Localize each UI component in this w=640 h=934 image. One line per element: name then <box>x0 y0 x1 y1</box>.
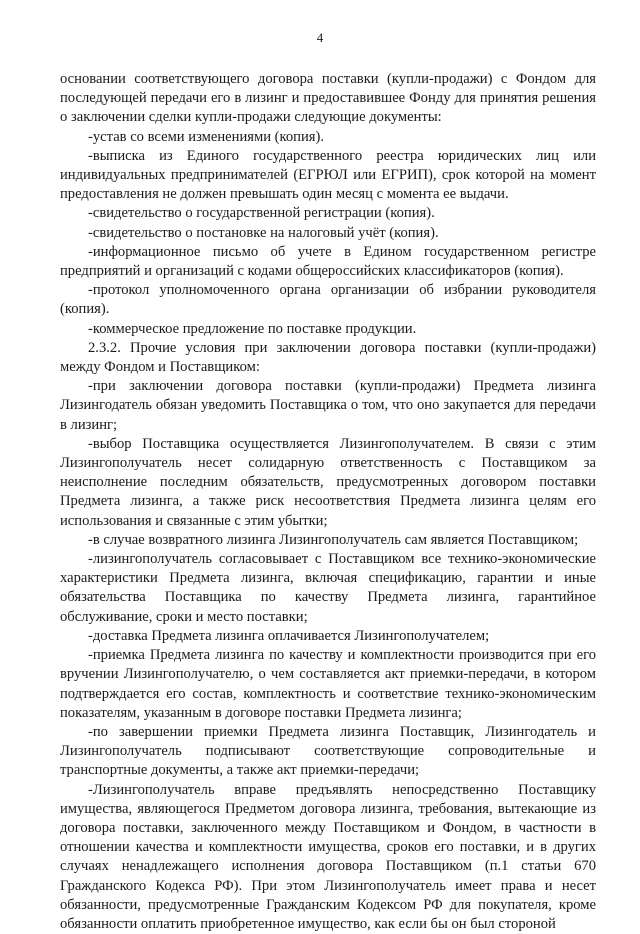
paragraph: -при заключении договора поставки (купли-продажи) Предмета лизинга Лизингодатель обязан уведомить Поставщика о том, что оно закупается для передачи в лизинг; <box>60 378 596 433</box>
paragraph: -приемка Предмета лизинга по качеству и комплектности производится при его вручении Лизингополучателю, о чем составляется акт приемки-передачи, в котором подтверждается его состав, комплектность и соответствие технико-экономическим показателям, указанным в договоре поставки Предмета лизинга; <box>60 647 596 721</box>
paragraph: -свидетельство о государственной регистрации (копия). <box>88 205 435 222</box>
paragraph: -устав со всеми изменениями (копия). <box>88 128 325 145</box>
paragraph: -выписка из Единого государственного реестра юридических лиц или индивидуальных предпринимателей (ЕГРЮЛ или ЕГРИП), срок которой на момент предоставления не должен превышать один месяц с момента ее выдачи. <box>60 147 596 203</box>
paragraph: -лизингополучатель согласовывает с Поставщиком все технико-экономические характеристики Предмета лизинга, включая спецификацию, гарантии и иные обязательства Поставщика по качеству Предмета лизинга, гарантийное обслуживание, сроки и место поставки; <box>60 551 596 625</box>
paragraph: -выбор Поставщика осуществляется Лизингополучателем. В связи с этим Лизингополучатель несет солидарную ответственность с Поставщиком за неисполнение последним обязательств, предусмотренных договором поставки Предмета лизинга, а также риск несоответствия Предмета лизинга целям его использования и связанные с этим убытки; <box>60 435 596 529</box>
page-number: 4 <box>316 30 324 45</box>
paragraph: -протокол уполномоченного органа организации об избрании руководителя (копия). <box>60 282 596 318</box>
paragraph: -по завершении приемки Предмета лизинга Поставщик, Лизингодатель и Лизингополучатель подписывают соответствующие сопроводительные и транспортные документы, а также акт приемки-передачи; <box>60 723 596 779</box>
paragraph: -свидетельство о постановке на налоговый учёт (копия). <box>88 224 439 241</box>
paragraph: -коммерческое предложение по поставке продукции. <box>88 320 417 337</box>
paragraph: -Лизингополучатель вправе предъявлять непосредственно Поставщику имущества, являющегося Предметом договора лизинга, требования, вытекающие из договора поставки, заключенного между Поставщиком и Фондом, в частности в отношении качества и комплектности имущества, сроков его поставки, и в других случаях ненадлежащего исполнения договора Поставщиком (п.1 статьи 670 Гражданского Кодекса РФ). При этом Лизингополучатель имеет права и несет обязанности, предусмотренные Гражданским Кодексом РФ для покупателя, кроме обязанности оплатить приобретенное имущество, как если бы он был стороной <box>60 781 596 932</box>
paragraph: -информационное письмо об учете в Едином государственном регистре предприятий и организаций с кодами общероссийских классификаторов (копия). <box>60 243 596 280</box>
paragraph: -доставка Предмета лизинга оплачивается Лизингополучателем; <box>88 627 490 644</box>
paragraph: основании соответствующего договора поставки (купли-продажи) с Фондом для последующей передачи его в лизинг и предоставившее Фонду для принятия решения о заключении сделки купли-продажи следующие документы: <box>60 71 596 126</box>
paragraph: 2.3.2. Прочие условия при заключении договора поставки (купли-продажи) между Фондом и Поставщиком: <box>60 339 596 376</box>
paragraph: -в случае возвратного лизинга Лизингополучатель сам является Поставщиком; <box>88 531 579 548</box>
document-body <box>60 70 596 934</box>
